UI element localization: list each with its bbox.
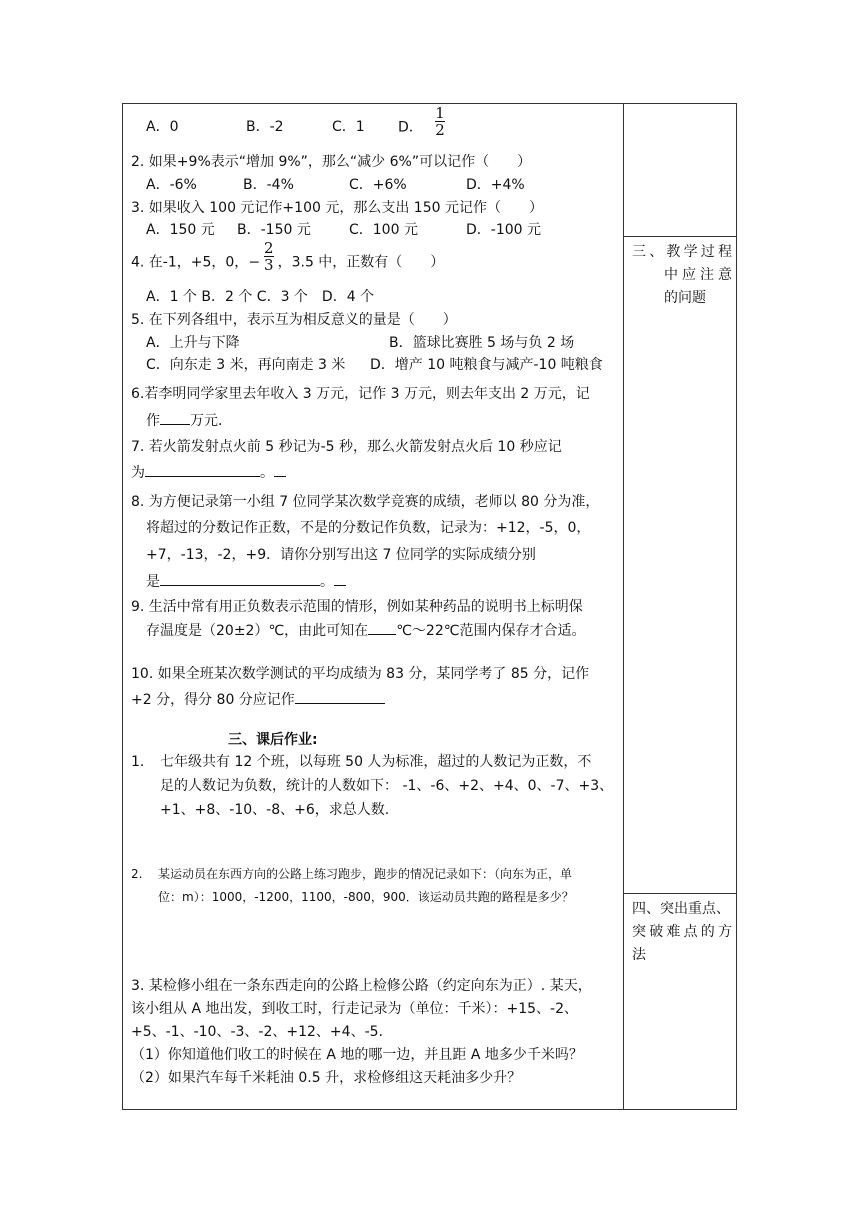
fraction-one-half xyxy=(435,105,445,138)
q9-line2 xyxy=(146,620,585,641)
side-text: 三、教学过程 xyxy=(632,244,732,260)
side-section-teaching-notes xyxy=(632,241,732,310)
q8-line2: 将超过的分数记作正数，不是的分数记作负数，记录为：+12，-5，0， xyxy=(146,520,591,536)
side-row-divider-2 xyxy=(624,893,737,894)
hw2-number: 2. xyxy=(131,867,143,881)
q9-pre: 存温度是（20±2）℃，由此可知在 xyxy=(146,623,369,639)
column-divider xyxy=(623,103,624,1110)
hw1-line1: 七年级共有 12 个班，以每班 50 人为标准，超过的人数记为正数，不 xyxy=(160,754,592,770)
hw1-line3: +1、+8、-10、-8、+6，求总人数. xyxy=(160,802,390,818)
q6-post: 万元. xyxy=(190,413,223,429)
hw2-line1: 某运动员在东西方向的公路上练习跑步，跑步的情况记录如下：（向东为正，单 xyxy=(158,867,573,881)
hw1-line2: 足的人数记为负数，统计的人数如下： -1、-6、+2、+4、0、-7、+3、 xyxy=(160,778,614,794)
q2-option-a: A．-6% xyxy=(146,177,197,193)
q7-line2 xyxy=(131,462,286,483)
fraction-two-thirds xyxy=(264,240,274,273)
q5-stem: 5. 在下列各组中，表示互为相反意义的量是（ ） xyxy=(131,312,457,328)
q5-option-b: B．篮球比赛胜 5 场与负 2 场 xyxy=(389,335,575,351)
q9-line1: 9. 生活中常有用正负数表示范围的情形，例如某种药品的说明书上标明保 xyxy=(131,599,583,615)
q1-option-d xyxy=(398,104,445,139)
q4-stem-post: ，3.5 中，正数有（ ） xyxy=(277,254,445,271)
q2-option-b: B．-4% xyxy=(243,177,294,193)
q9-post: ℃～22℃范围内保存才合适。 xyxy=(396,623,586,639)
q10-line1: 10. 如果全班某次数学测试的平均成绩为 83 分，某同学考了 85 分，记作 xyxy=(131,666,590,682)
hw3-sub1: （1）你知道他们收工的时候在 A 地的哪一边，并且距 A 地多少千米吗？ xyxy=(131,1047,583,1063)
q4-stem-pre: 4. 在-1，+5，0， xyxy=(131,254,249,271)
section-3-title: 三、课后作业: xyxy=(228,732,318,748)
fraction-numerator: 2 xyxy=(264,239,274,257)
hw3-line3: +5、-1、-10、-3、-2、+12、+4、-5. xyxy=(131,1024,383,1040)
q4-stem xyxy=(131,239,445,274)
q1-option-c: C．1 xyxy=(332,119,365,135)
q6-line2 xyxy=(146,410,222,431)
q2-option-d: D．+4% xyxy=(466,177,525,193)
q8-post: 。 xyxy=(320,574,334,590)
q8-blank-tail xyxy=(334,571,346,586)
q3-option-b: B．-150 元 xyxy=(237,222,311,238)
q7-post: 。 xyxy=(260,465,274,481)
fraction-denominator: 3 xyxy=(264,256,274,274)
q7-answer-blank[interactable] xyxy=(145,462,260,477)
side-text: 的问题 xyxy=(664,290,706,306)
q3-option-a: A．150 元 xyxy=(146,222,215,238)
q3-option-c: C．100 元 xyxy=(349,222,418,238)
hw3-sub2: （2）如果汽车每千米耗油 0.5 升，求检修组这天耗油多少升？ xyxy=(131,1070,522,1086)
hw3-line1: 3. 某检修小组在一条东西走向的公路上检修公路（约定向东为正）. 某天， xyxy=(131,978,592,994)
q9-answer-blank[interactable] xyxy=(368,620,396,635)
q6-line1: 6.若李明同学家里去年收入 3 万元，记作 3 万元，则去年支出 2 万元，记 xyxy=(131,386,590,402)
q10-answer-blank[interactable] xyxy=(295,689,385,704)
q8-line1: 8. 为方便记录第一小组 7 位同学某次数学竞赛的成绩，老师以 80 分为准， xyxy=(131,494,600,510)
q3-stem: 3. 如果收入 100 元记作+100 元，那么支出 150 元记作（ ） xyxy=(131,200,543,216)
q4-options: A．1 个 B．2 个 C．3 个 D．4 个 xyxy=(146,289,375,305)
side-text: 四、突出重点、 xyxy=(632,901,730,917)
q6-answer-blank[interactable] xyxy=(160,410,190,425)
q10-text: +2 分，得分 80 分应记作 xyxy=(131,692,295,708)
fraction-denominator: 2 xyxy=(435,121,445,139)
q6-pre: 作 xyxy=(146,413,160,429)
hw1-number: 1. xyxy=(131,754,145,770)
q8-line4 xyxy=(146,571,346,592)
q1-option-d-label: D． xyxy=(398,119,423,136)
q8-line3: +7，-13，-2，+9．请你分别写出这 7 位同学的实际成绩分别 xyxy=(146,547,536,563)
side-text: 法 xyxy=(632,947,646,963)
q5-option-a: A．上升与下降 xyxy=(146,335,240,351)
hw3-line2: 该小组从 A 地出发，到收工时，行走记录为（单位：千米）：+15、-2、 xyxy=(131,1001,578,1017)
q5-option-d: D．增产 10 吨粮食与减产-10 吨粮食 xyxy=(370,357,603,373)
q1-option-b: B．-2 xyxy=(246,119,284,135)
q10-line2 xyxy=(131,689,385,710)
hw2-line2: 位：m）：1000，-1200，1100，-800，900．该运动员共跑的路程是多少？ xyxy=(158,890,574,904)
q3-option-d: D．-100 元 xyxy=(466,222,542,238)
side-text: 突破难点的方 xyxy=(632,924,732,940)
q2-option-c: C．+6% xyxy=(349,177,407,193)
q7-pre: 为 xyxy=(131,465,145,481)
q7-line1: 7. 若火箭发射点火前 5 秒记为-5 秒，那么火箭发射点火后 10 秒应记 xyxy=(131,439,562,455)
side-row-divider-1 xyxy=(624,236,737,237)
side-section-key-points xyxy=(632,898,732,967)
q5-option-c: C．向东走 3 米，再向南走 3 米 xyxy=(146,357,346,373)
q7-blank-tail xyxy=(274,462,286,477)
q2-stem: 2. 如果+9%表示“增加 9%”，那么“减少 6%”可以记作（ ） xyxy=(131,154,532,170)
minus-sign: − xyxy=(248,254,261,271)
side-text: 中应注意 xyxy=(664,267,732,283)
q8-answer-blank[interactable] xyxy=(160,571,320,586)
fraction-numerator: 1 xyxy=(435,104,445,122)
q1-option-a: A．0 xyxy=(146,119,179,135)
q8-pre: 是 xyxy=(146,574,160,590)
